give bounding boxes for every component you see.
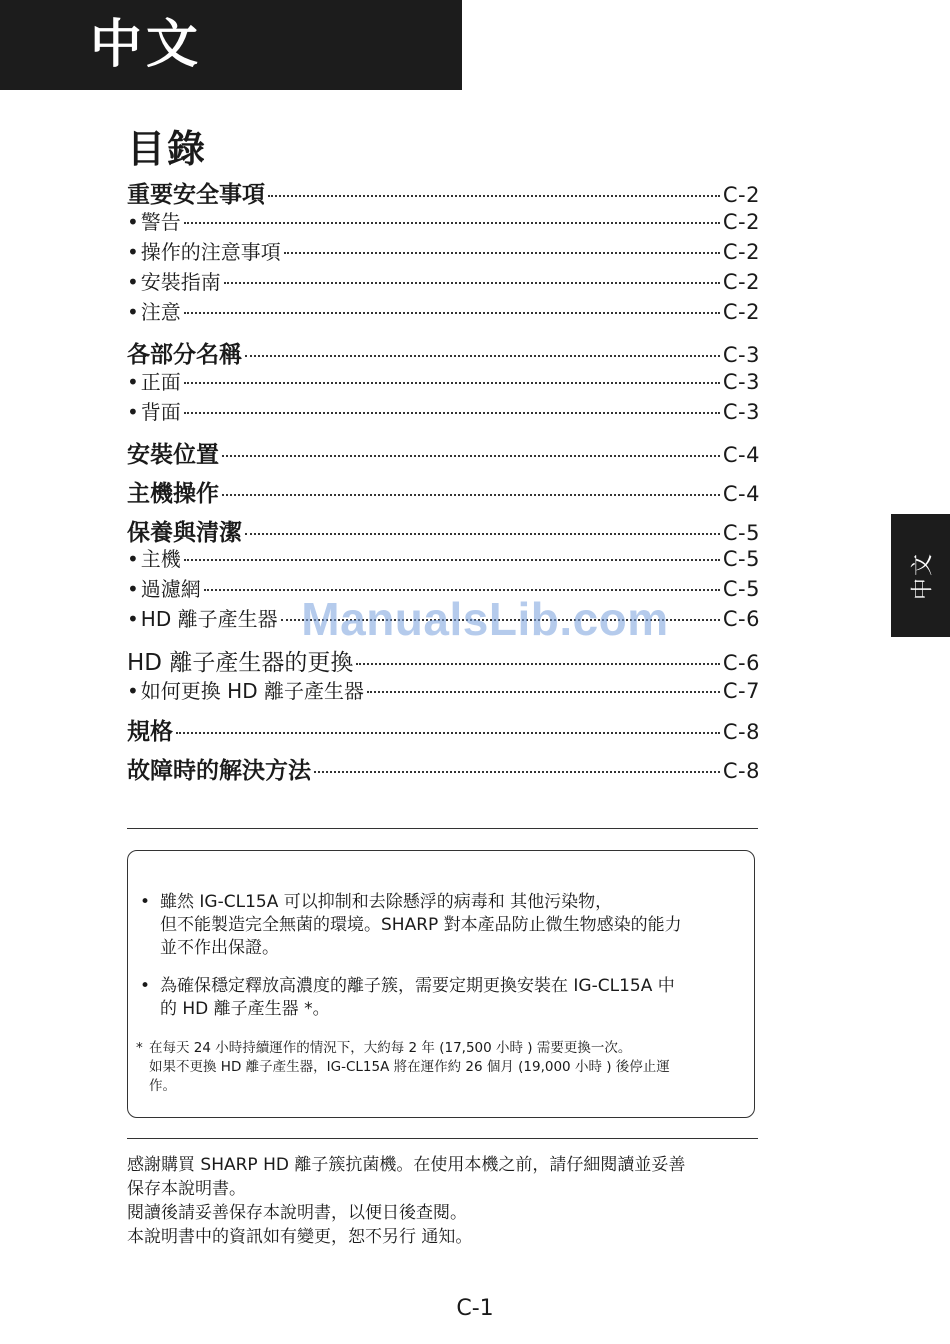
dot-leader — [268, 195, 720, 197]
notice-footnote — [136, 1039, 748, 1096]
toc-entry-caution[interactable] — [127, 296, 760, 324]
dot-leader — [367, 691, 720, 693]
toc-entry-page: C-2 — [722, 183, 760, 207]
dot-leader — [222, 494, 720, 496]
toc-entry-label: • 操作的注意事項 — [127, 236, 281, 265]
intro-line: 本說明書中的資訊如有變更，恕不另行 通知。 — [127, 1227, 473, 1247]
toc-entry-label: 主機操作 — [127, 481, 219, 507]
toc-entry-page: C-5 — [722, 521, 760, 545]
toc-entry-installation-location[interactable] — [127, 436, 760, 466]
toc-entry-page: C-8 — [722, 720, 760, 744]
toc-entry-label: 保養與清潔 — [127, 520, 242, 546]
toc-entry-page: C-3 — [722, 400, 760, 424]
toc-entry-main-unit[interactable] — [127, 543, 760, 571]
divider-top — [127, 828, 758, 829]
notice-line: 為確保穩定釋放高濃度的離子簇，需要定期更換安裝在 IG-CL15A 中 — [160, 976, 675, 996]
toc-entry-specifications[interactable] — [127, 713, 760, 743]
dot-leader — [184, 382, 720, 384]
notice-line: 並不作出保證。 — [160, 938, 279, 958]
notice-bullet-disinfection — [140, 891, 744, 960]
intro-line: 閱讀後請妥善保存本說明書，以便日後查閱。 — [127, 1203, 467, 1223]
footnote-line: 如果不更換 HD 離子產生器，IG-CL15A 將在運作約 26 個月 (19,000 小時 ) 後停止運 — [149, 1059, 670, 1075]
dot-leader — [222, 455, 720, 457]
toc-entry-safety[interactable] — [127, 176, 760, 206]
toc-entry-label: • 主機 — [127, 543, 181, 572]
toc-entry-label: • 安裝指南 — [127, 266, 221, 295]
toc-entry-main-unit-operation[interactable] — [127, 475, 760, 505]
toc-entry-page: C-4 — [722, 482, 760, 506]
toc-entry-care-cleaning[interactable] — [127, 514, 760, 544]
notice-box — [127, 850, 755, 1118]
toc-entry-label: 安裝位置 — [127, 442, 219, 468]
notice-line: 的 HD 離子產生器 *。 — [160, 999, 330, 1019]
toc-entry-label: • 正面 — [127, 366, 181, 395]
footnote-mark: * — [136, 1040, 143, 1056]
toc-heading: 目錄 — [127, 127, 208, 171]
intro-line: 保存本說明書。 — [127, 1179, 246, 1199]
toc-entry-page: C-3 — [722, 343, 760, 367]
toc-entry-label: • 背面 — [127, 396, 181, 425]
toc-entry-page: C-5 — [722, 547, 760, 571]
toc-entry-page: C-6 — [722, 651, 760, 675]
language-side-tab — [891, 514, 950, 637]
notice-line: 但不能製造完全無菌的環境。SHARP 對本產品防止微生物感染的能力 — [160, 915, 682, 935]
intro-line: 感謝購買 SHARP HD 離子簇抗菌機。在使用本機之前，請仔細閱讀並妥善 — [127, 1155, 686, 1175]
toc-entry-warning[interactable] — [127, 206, 760, 234]
toc-entry-label: • 警告 — [127, 206, 181, 235]
toc-entry-page: C-2 — [722, 210, 760, 234]
toc-entry-installation-guide[interactable] — [127, 266, 760, 294]
manualslib-watermark: ManualsLib.com — [301, 593, 669, 645]
toc-entry-troubleshooting[interactable] — [127, 752, 760, 782]
dot-leader — [204, 589, 720, 591]
toc-entry-label: • 注意 — [127, 296, 181, 325]
dot-leader — [314, 771, 720, 773]
toc-entry-part-names[interactable] — [127, 336, 760, 366]
footnote-line: 作。 — [149, 1078, 176, 1094]
dot-leader — [245, 533, 720, 535]
toc-entry-label: • 如何更換 HD 離子產生器 — [127, 675, 364, 704]
toc-entry-page: C-3 — [722, 370, 760, 394]
toc-entry-label: 各部分名稱 — [127, 342, 242, 368]
dot-leader — [176, 732, 720, 734]
toc-entry-page: C-6 — [722, 607, 760, 631]
toc-entry-generator-replacement[interactable] — [127, 644, 760, 674]
dot-leader — [184, 222, 720, 224]
language-header-title: 中文 — [90, 15, 203, 75]
toc-entry-page: C-2 — [722, 270, 760, 294]
divider-bottom — [127, 1138, 758, 1139]
dot-leader — [184, 412, 720, 414]
language-header-block — [0, 0, 462, 90]
toc-entry-page: C-4 — [722, 443, 760, 467]
bullet-symbol: • — [140, 892, 151, 912]
dot-leader — [245, 355, 720, 357]
toc-entry-page: C-2 — [722, 240, 760, 264]
toc-entry-label: • HD 離子產生器 — [127, 603, 278, 632]
toc-entry-back[interactable] — [127, 396, 760, 424]
dot-leader — [356, 663, 720, 665]
toc-entry-page: C-8 — [722, 759, 760, 783]
toc-entry-label: • 過濾網 — [127, 573, 201, 602]
toc-entry-label: HD 離子產生器的更換 — [127, 650, 354, 676]
dot-leader — [284, 252, 720, 254]
toc-entry-label: 故障時的解決方法 — [127, 758, 311, 784]
dot-leader — [224, 282, 720, 284]
toc-entry-page: C-7 — [722, 679, 760, 703]
toc-entry-front[interactable] — [127, 366, 760, 394]
dot-leader — [184, 312, 720, 314]
notice-line: 雖然 IG-CL15A 可以抑制和去除懸浮的病毒和 其他污染物， — [160, 892, 613, 912]
toc-entry-label: 重要安全事項 — [127, 182, 265, 208]
toc-entry-page: C-5 — [722, 577, 760, 601]
page-number: C-1 — [456, 1296, 494, 1321]
side-tab-label: 中文 — [910, 551, 935, 600]
footnote-line: 在每天 24 小時持續運作的情況下，大約每 2 年 (17,500 小時 ) 需要更換一次。 — [149, 1040, 632, 1056]
toc-entry-label: 規格 — [127, 719, 173, 745]
intro-paragraph — [127, 1153, 759, 1249]
notice-bullet-replacement — [140, 975, 744, 1021]
toc-entry-how-to-replace[interactable] — [127, 675, 760, 703]
toc-entry-operation-notes[interactable] — [127, 236, 760, 264]
toc-entry-page: C-2 — [722, 300, 760, 324]
bullet-symbol: • — [140, 976, 151, 996]
dot-leader — [184, 559, 720, 561]
